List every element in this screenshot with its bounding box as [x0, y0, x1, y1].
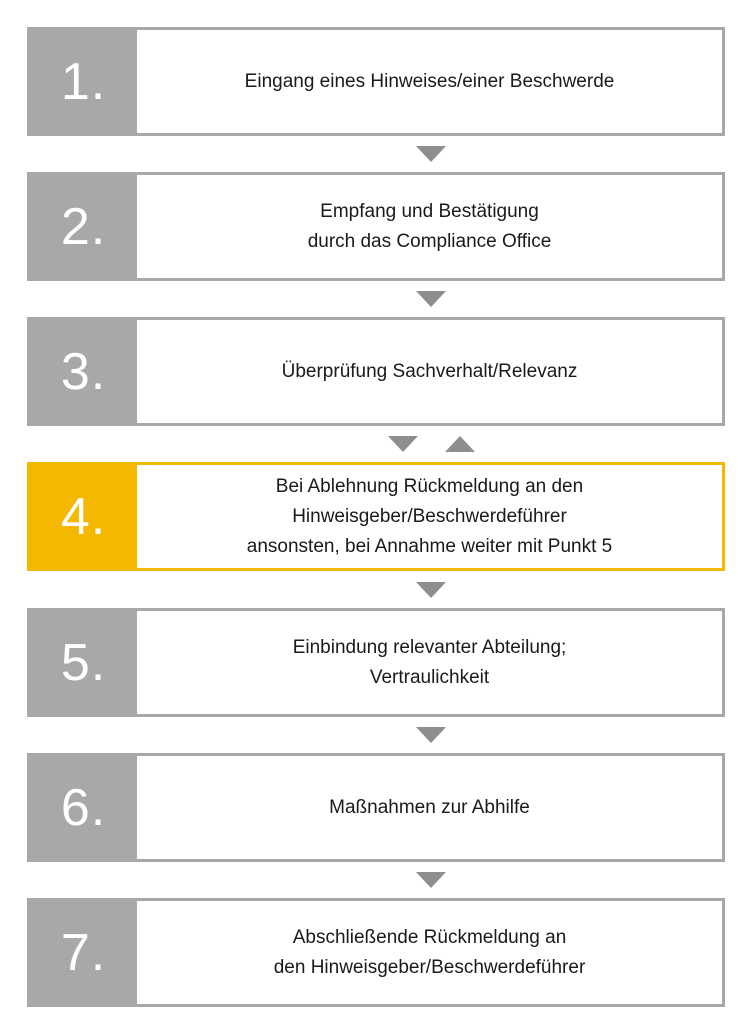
step-text-line: Überprüfung Sachverhalt/Relevanz — [281, 360, 578, 382]
step-text-line: durch das Compliance Office — [307, 230, 552, 252]
process-step-2 — [27, 172, 725, 281]
arrow-down-icon — [416, 582, 446, 598]
step-number: 2. — [30, 175, 137, 278]
arrow-down-icon — [416, 146, 446, 162]
arrow-down-icon — [416, 727, 446, 743]
step-text-line: Maßnahmen zur Abhilfe — [329, 796, 530, 818]
step-number: 3. — [30, 320, 137, 423]
step-description — [137, 175, 722, 278]
step-text-line: den Hinweisgeber/Beschwerdeführer — [273, 956, 586, 978]
step-text-line: ansonsten, bei Annahme weiter mit Punkt 5 — [246, 535, 613, 557]
step-text-line: Hinweisgeber/Beschwerdeführer — [292, 505, 567, 527]
process-step-3 — [27, 317, 725, 426]
step-text-line: Abschließende Rückmeldung an — [292, 926, 567, 948]
arrow-down-icon — [416, 291, 446, 307]
step-text-line: Vertraulichkeit — [369, 666, 490, 688]
step-number: 7. — [30, 901, 137, 1004]
arrow-down-icon — [416, 872, 446, 888]
step-text-line: Empfang und Bestätigung — [320, 200, 539, 222]
step-text-line: Eingang eines Hinweises/einer Beschwerde — [244, 70, 615, 92]
step-description — [137, 756, 722, 859]
step-number: 5. — [30, 611, 137, 714]
step-description — [137, 320, 722, 423]
process-step-4 — [27, 462, 725, 571]
step-description — [137, 30, 722, 133]
arrow-down-icon — [388, 436, 418, 452]
step-description — [137, 611, 722, 714]
process-step-5 — [27, 608, 725, 717]
process-step-7 — [27, 898, 725, 1007]
process-step-1 — [27, 27, 725, 136]
step-text-line: Einbindung relevanter Abteilung; — [292, 636, 567, 658]
step-number: 6. — [30, 756, 137, 859]
step-text-line: Bei Ablehnung Rückmeldung an den — [275, 475, 584, 497]
step-number: 4. — [30, 465, 137, 568]
step-description — [137, 465, 722, 568]
step-number: 1. — [30, 30, 137, 133]
process-step-6 — [27, 753, 725, 862]
arrow-up-icon — [445, 436, 475, 452]
step-description — [137, 901, 722, 1004]
